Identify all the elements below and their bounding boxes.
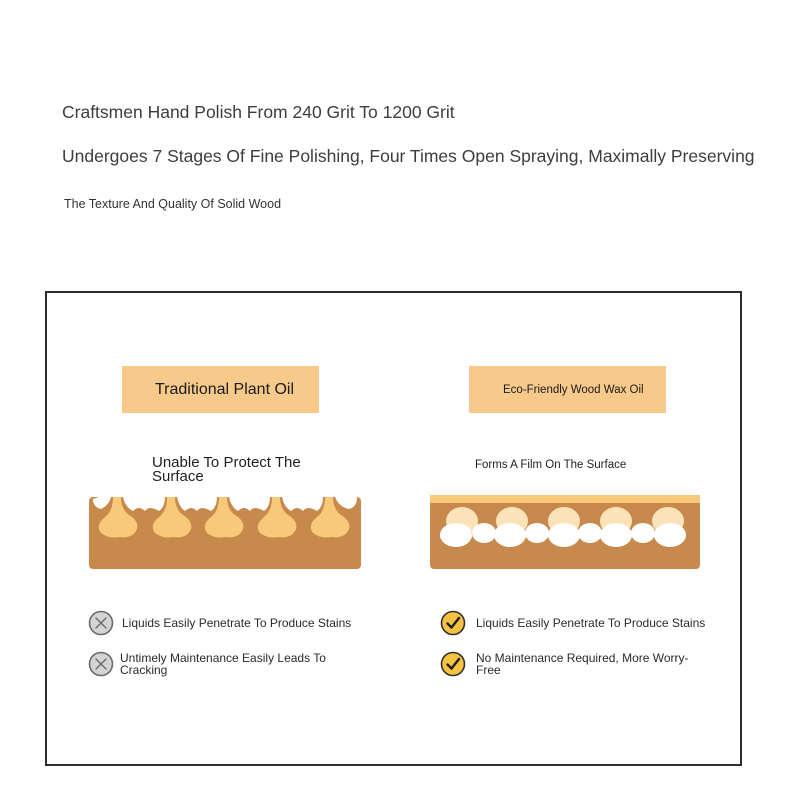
wood-penetration-illustration <box>89 497 361 577</box>
check-icon <box>440 651 466 677</box>
right-feature-maintenance <box>440 651 696 677</box>
traditional-oil-tag <box>122 366 319 413</box>
left-feature-stains <box>88 610 351 636</box>
left-feature-stains-text: Liquids Easily Penetrate To Produce Stains <box>122 615 352 630</box>
left-caption: Unable To Protect The Surface <box>152 454 301 485</box>
cross-icon <box>88 610 114 636</box>
left-feature-cracking <box>88 651 350 677</box>
wax-oil-tag-label: Eco-Friendly Wood Wax Oil <box>503 383 644 396</box>
wax-oil-tag <box>469 366 666 413</box>
right-feature-maintenance-text: No Maintenance Required, More Worry-Free <box>476 650 689 677</box>
comparison-panel <box>45 291 742 766</box>
right-feature-stains <box>440 610 705 636</box>
wax-film <box>430 495 700 503</box>
check-icon <box>440 610 466 636</box>
cross-icon <box>88 651 114 677</box>
right-caption: Forms A Film On The Surface <box>475 459 627 471</box>
traditional-oil-tag-label: Traditional Plant Oil <box>155 380 295 398</box>
right-feature-stains-text: Liquids Easily Penetrate To Produce Stains <box>476 615 706 630</box>
headline-polishing: Undergoes 7 Stages Of Fine Polishing, Four Times Open Spraying, Maximally Preserving <box>62 146 755 166</box>
headline-grit: Craftsmen Hand Polish From 240 Grit To 1200 Grit <box>62 102 455 122</box>
headline-texture: The Texture And Quality Of Solid Wood <box>64 197 282 211</box>
left-feature-cracking-text: Untimely Maintenance Easily Leads To Cracking <box>120 650 326 677</box>
wood-film-illustration <box>430 495 702 575</box>
